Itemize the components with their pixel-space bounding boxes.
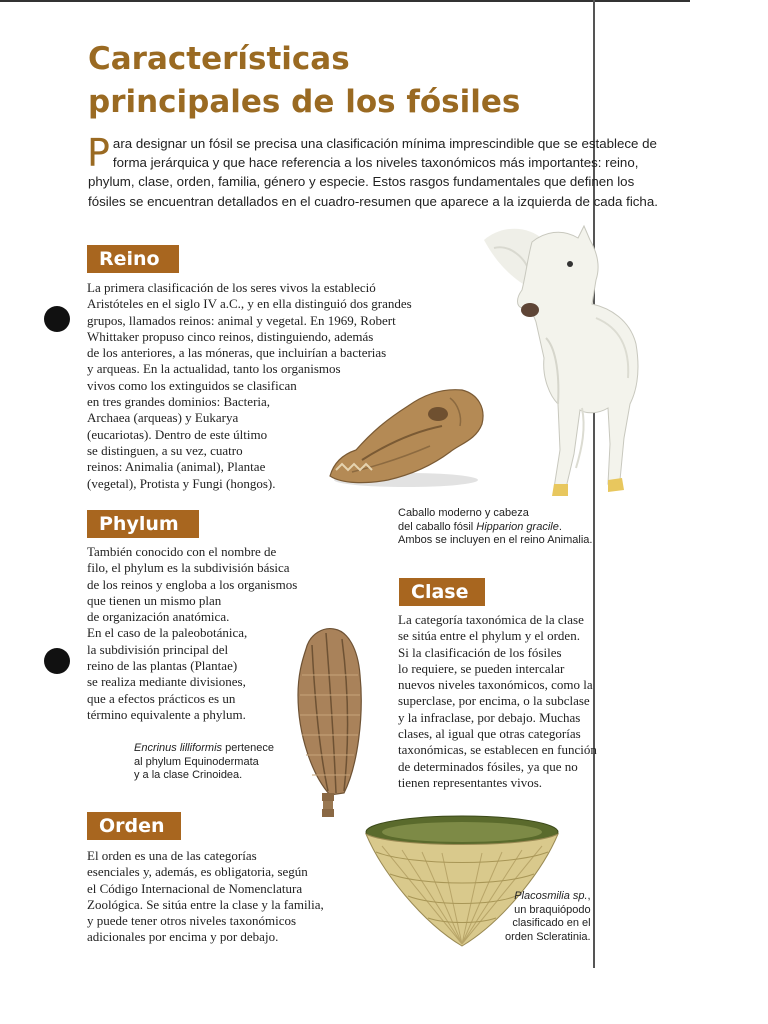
species-name: Hipparion gracile bbox=[476, 520, 559, 533]
text-line: de determinados fósiles, ya que no bbox=[398, 758, 578, 774]
text-line: se distinguen, a su vez, cuatro bbox=[87, 442, 243, 458]
section-text-orden bbox=[87, 848, 324, 946]
text-line: adicionales por encima y por debajo. bbox=[87, 929, 279, 945]
text-line: superclase, por encima, o la subclase bbox=[398, 693, 590, 709]
text-line: clases, al igual que otras categorías bbox=[398, 726, 581, 742]
text-line: También conocido con el nombre de bbox=[87, 544, 277, 559]
text-line: vivos como los extinguidos se clasifican bbox=[87, 377, 297, 393]
text-line: grupos, llamados reinos: animal y vegetal. En 1969, Robert bbox=[87, 312, 396, 328]
caption-text: pertenece bbox=[222, 742, 275, 754]
text-line: taxonómicas, se establecen en función bbox=[398, 742, 597, 758]
text-line: de los anteriores, a las móneras, que incluirían a bacterias bbox=[87, 345, 387, 361]
drop-cap: P bbox=[87, 131, 110, 175]
section-heading-clase: Clase bbox=[399, 578, 485, 606]
caption-line bbox=[505, 890, 591, 904]
text-line: término equivalente a phylum. bbox=[87, 706, 246, 722]
species-name: Placosmilia sp. bbox=[514, 890, 588, 902]
caption-line: orden Scleratinia. bbox=[505, 930, 591, 943]
text-line: nuevos niveles taxonómicos, como la bbox=[398, 677, 593, 693]
title-line-1: Características bbox=[88, 41, 350, 77]
caption-crinoid bbox=[134, 742, 274, 783]
text-line: se sitúa entre el phylum y el orden. bbox=[398, 628, 580, 644]
text-line: se realiza mediante divisiones, bbox=[87, 674, 246, 690]
text-line: y la infraclase, por debajo. Muchas bbox=[398, 709, 581, 725]
caption-line: clasificado en el bbox=[512, 917, 591, 929]
text-line: en tres grandes dominios: Bacteria, bbox=[87, 394, 271, 410]
section-text-clase bbox=[398, 612, 597, 791]
text-line: Whittaker propuso cinco reinos, distinguiendo, además bbox=[87, 328, 374, 344]
punch-hole bbox=[44, 306, 70, 332]
white-horse-illustration bbox=[470, 218, 650, 503]
caption-horse bbox=[398, 507, 592, 548]
text-line: Zoológica. Se sitúa entre la clase y la familia, bbox=[87, 896, 324, 912]
section-text-reino bbox=[87, 280, 412, 492]
caption-line bbox=[398, 521, 592, 535]
caption-line: al phylum Equinodermata bbox=[134, 755, 259, 768]
text-line: reino de las plantas (Plantae) bbox=[87, 658, 238, 674]
text-line: (vegetal), Protista y Fungi (hongos). bbox=[87, 475, 276, 491]
text-line: (eucariotas). Dentro de este último bbox=[87, 426, 268, 442]
caption-coral bbox=[505, 890, 591, 944]
text-line: En el caso de la paleobotánica, bbox=[87, 625, 248, 641]
text-line: y arqueas. En la actualidad, tanto los organismos bbox=[87, 361, 341, 377]
text-line: lo requiere, se pueden intercalar bbox=[398, 660, 565, 676]
fossil-crinoid-illustration bbox=[288, 625, 368, 825]
text-line: El orden es una de las categorías bbox=[87, 848, 257, 863]
text-line: filo, el phylum es la subdivisión básica bbox=[87, 560, 290, 576]
caption-text: . bbox=[558, 520, 562, 533]
text-line: de los reinos y engloba a los organismos bbox=[87, 576, 298, 592]
text-line: reinos: Animalia (animal), Plantae bbox=[87, 459, 266, 475]
text-line: La categoría taxonómica de la clase bbox=[398, 612, 584, 627]
section-text-phylum bbox=[87, 544, 297, 723]
text-line: Archaea (arqueas) y Eukarya bbox=[87, 410, 239, 426]
text-line: esenciales y, además, es obligatoria, según bbox=[87, 864, 308, 880]
section-heading-orden: Orden bbox=[87, 812, 181, 840]
caption-text: del caballo fósil bbox=[398, 520, 477, 533]
text-line: y puede tener otros niveles taxonómicos bbox=[87, 913, 297, 929]
intro-paragraph bbox=[87, 131, 663, 211]
text-line: el Código Internacional de Nomenclatura bbox=[87, 880, 303, 896]
title-line-2: principales de los fósiles bbox=[88, 84, 521, 120]
section-heading-phylum: Phylum bbox=[87, 510, 199, 538]
caption-line: un braquiópodo bbox=[514, 903, 591, 916]
caption-line: Ambos se incluyen en el reino Animalia. bbox=[398, 534, 593, 546]
punch-hole bbox=[44, 648, 70, 674]
caption-line bbox=[134, 742, 274, 756]
intro-text: ara designar un fósil se precisa una clasificación mínima imprescindible que se establece de forma jerárquica y que hace referencia a los niveles taxonómicos más importantes: reino, phylum, clase, orden, familia, género y especie. Estos rasgos fundamentales que definen los fósiles se encuentran detallados en el cuadro-resumen que aparece a la izquierda de cada ficha. bbox=[88, 136, 658, 209]
text-line: la subdivisión principal del bbox=[87, 641, 229, 657]
section-heading-reino: Reino bbox=[87, 245, 179, 273]
page-title bbox=[88, 38, 608, 124]
caption-text: , bbox=[587, 890, 591, 902]
species-name: Encrinus lilliformis bbox=[134, 742, 223, 754]
text-line: de organización anatómica. bbox=[87, 609, 230, 625]
text-line: Si la clasificación de los fósiles bbox=[398, 644, 562, 660]
caption-line: Caballo moderno y cabeza bbox=[398, 507, 529, 519]
text-line: Aristóteles en el siglo IV a.C., y en ella distinguió dos grandes bbox=[87, 296, 412, 312]
text-line: tienen representantes vivos. bbox=[398, 774, 543, 790]
top-rule bbox=[0, 0, 690, 2]
text-line: que a efectos prácticos es un bbox=[87, 690, 236, 706]
caption-line: y a la clase Crinoidea. bbox=[134, 769, 243, 781]
text-line: que tienen un mismo plan bbox=[87, 592, 222, 608]
text-line: La primera clasificación de los seres vivos la estableció bbox=[87, 280, 376, 295]
